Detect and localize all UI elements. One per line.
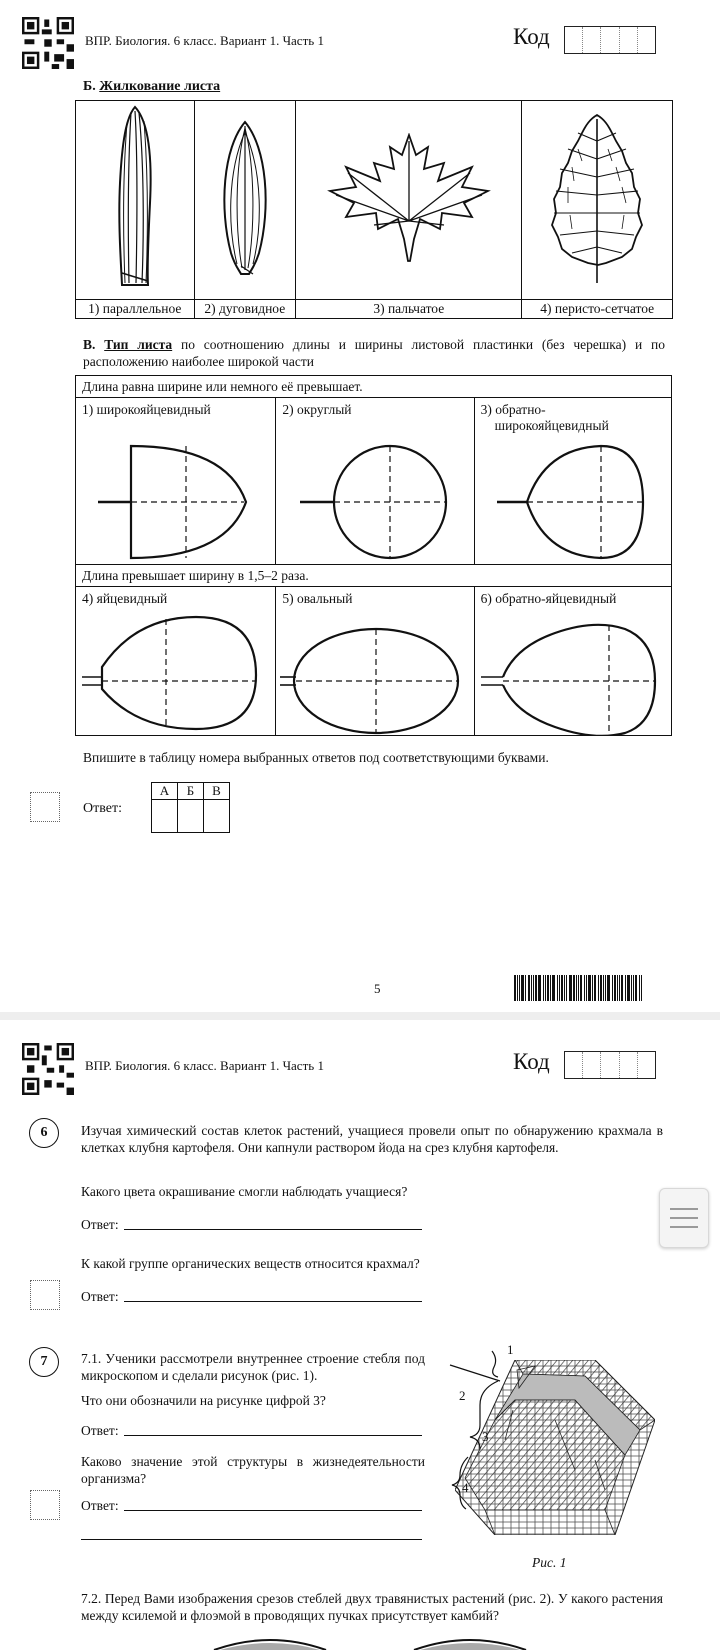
- figure-2-top-edge: [200, 1628, 560, 1650]
- score-box[interactable]: [30, 792, 60, 822]
- shape-round-cell: 2) округлый: [276, 398, 474, 565]
- row1-heading: Длина равна ширине или немного её превышает.: [76, 376, 672, 398]
- shape-broad-obovate-cell: 3) обратно- широкояйцевидный: [474, 398, 671, 565]
- leaf-parallel-illustration: [76, 101, 195, 300]
- figure-label-1: 1: [507, 1342, 514, 1357]
- code-label: Код: [513, 24, 550, 49]
- header-title: ВПР. Биология. 6 класс. Вариант 1. Часть 1: [85, 1058, 324, 1073]
- section-b-title: Б. Жилкование листа: [83, 79, 221, 94]
- instruction-text: Впишите в таблицу номера выбранных ответов под соответствующими буквами.: [83, 750, 549, 765]
- answer-7-2-line[interactable]: [124, 1510, 422, 1511]
- figure-label-2: 2: [459, 1388, 466, 1403]
- question-6-sub1: Какого цвета окрашивание смогли наблюдать учащиеся?: [81, 1184, 408, 1199]
- venation-caption-1: 1) параллельное: [76, 300, 195, 319]
- venation-table: [75, 100, 673, 319]
- qr-code-icon: [22, 1043, 74, 1095]
- score-box-7[interactable]: [30, 1490, 60, 1520]
- code-input-box[interactable]: [564, 1051, 656, 1079]
- question-6-number: 6: [29, 1118, 59, 1148]
- row2-heading: Длина превышает ширину в 1,5–2 раза.: [76, 565, 672, 587]
- code-label: Код: [513, 1049, 550, 1074]
- answer-7-1-label: Ответ:: [81, 1423, 119, 1438]
- figure-label-4: 4: [462, 1480, 469, 1495]
- question-7-number: 7: [29, 1347, 59, 1377]
- shape-obovate-cell: 6) обратно-яйцевидный: [474, 587, 671, 736]
- figure-label-3: 3: [482, 1429, 489, 1444]
- shape-broad-ovate-cell: 1) широкояйцевидный: [76, 398, 276, 565]
- answer-header-v: В: [204, 783, 230, 800]
- answer-cell-a[interactable]: [152, 800, 178, 833]
- answer-6-1-line[interactable]: [124, 1229, 422, 1230]
- figure-1-caption: Рис. 1: [532, 1555, 567, 1570]
- question-7-sub2: Каково значение этой структуры в жизнедеятельности организма?: [81, 1454, 425, 1486]
- venation-caption-3: 3) пальчатое: [296, 300, 522, 319]
- qr-code-icon: [22, 17, 74, 69]
- question-7-text: 7.1. Ученики рассмотрели внутреннее строение стебля под микроскопом и сделали рисунок (рис. 1).: [81, 1351, 425, 1383]
- barcode-icon: [514, 975, 643, 1001]
- answer-header-b: Б: [178, 783, 204, 800]
- venation-caption-2: 2) дуговидное: [194, 300, 296, 319]
- answer-6-2-line[interactable]: [124, 1301, 422, 1302]
- shape-ovate-cell: 4) яйцевидный: [76, 587, 276, 736]
- answer-7-2-label: Ответ:: [81, 1498, 119, 1513]
- answer-table: [151, 782, 230, 833]
- section-v-text: В. Тип листа по соотношению длины и ширины листовой пластинки (без черешка) и по расположению наиболее широкой части: [83, 337, 665, 369]
- figure-label-brackets: [440, 1345, 520, 1510]
- answer-7-1-line[interactable]: [124, 1435, 422, 1436]
- question-7-2-text: 7.2. Перед Вами изображения срезов стеблей двух травянистых растений (рис. 2). У какого растения между ксилемой и флоэмой в проводящих пучках присутствует камбий?: [81, 1591, 663, 1623]
- leaf-pinnate-reticulate-illustration: [522, 101, 673, 300]
- page-6: [0, 1020, 720, 1650]
- code-input-box[interactable]: [564, 26, 656, 54]
- header-title: ВПР. Биология. 6 класс. Вариант 1. Часть 1: [85, 33, 324, 48]
- question-6-sub2: К какой группе органических веществ относится крахмал?: [81, 1256, 420, 1271]
- page-number: 5: [374, 981, 381, 996]
- leaf-shape-table: [75, 375, 672, 736]
- answer-6-2-label: Ответ:: [81, 1289, 119, 1304]
- answer-cell-b[interactable]: [178, 800, 204, 833]
- score-box-6[interactable]: [30, 1280, 60, 1310]
- answer-6-1-label: Ответ:: [81, 1217, 119, 1232]
- question-7-sub1: Что они обозначили на рисунке цифрой 3?: [81, 1393, 326, 1408]
- answer-header-a: А: [152, 783, 178, 800]
- answer-label: Ответ:: [83, 801, 122, 816]
- venation-caption-4: 4) перисто-сетчатое: [522, 300, 673, 319]
- leaf-arcuate-illustration: [194, 101, 296, 300]
- menu-button[interactable]: [659, 1188, 709, 1248]
- question-6-text: Изучая химический состав клеток растений, учащиеся провели опыт по обнаружению крахмала в клетках клубня картофеля. Они капнули раствором йода на срез клубня картофеля.: [81, 1123, 663, 1155]
- shape-oval-cell: 5) овальный: [276, 587, 474, 736]
- answer-7-2-line-extra[interactable]: [81, 1539, 422, 1540]
- answer-cell-v[interactable]: [204, 800, 230, 833]
- leaf-palmate-illustration: [296, 101, 522, 300]
